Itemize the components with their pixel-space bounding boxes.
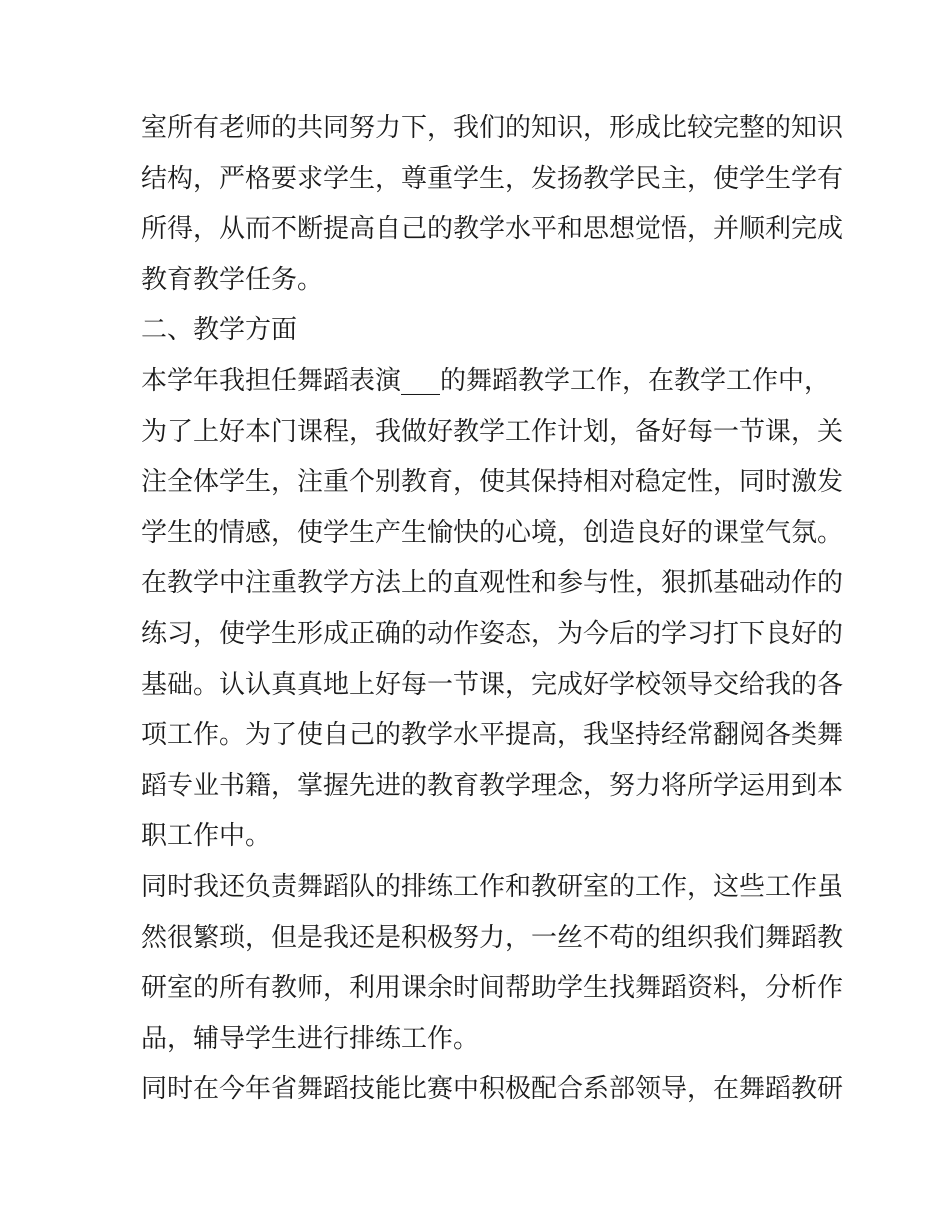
paragraph-line: 然很繁琐，但是我还是积极努力，一丝不苟的组织我们舞蹈教 — [141, 922, 844, 953]
paragraph-line: 职工作中。 — [141, 821, 272, 852]
paragraph-line: 品，辅导学生进行排练工作。 — [141, 1023, 480, 1054]
paragraph-line: 为了上好本门课程，我做好教学工作计划，备好每一节课，关 — [141, 416, 844, 447]
paragraph-line: 注全体学生，注重个别教育，使其保持相对稳定性，同时激发 — [141, 467, 844, 498]
paragraph-line: 结构，严格要求学生，尊重学生，发扬教学民主，使学生学有 — [141, 163, 844, 194]
paragraph-line: 学生的情感，使学生产生愉快的心境，创造良好的课堂气氛。 — [141, 517, 844, 548]
paragraph-line: 室所有老师的共同努力下，我们的知识，形成比较完整的知识 — [141, 113, 844, 143]
paragraph-line: 教育教学任务。 — [141, 264, 324, 295]
paragraph-line: 蹈专业书籍，掌握先进的教育教学理念，努力将所学运用到本 — [141, 770, 844, 801]
paragraph-line: 基础。认认真真地上好每一节课，完成好学校领导交给我的各 — [141, 669, 844, 700]
document-body — [141, 103, 844, 1115]
paragraph-line: 在教学中注重教学方法上的直观性和参与性，狠抓基础动作的 — [141, 568, 844, 599]
section-heading: 二、教学方面 — [141, 315, 298, 346]
paragraph-line: 本学年我担任舞蹈表演___的舞蹈教学工作，在教学工作中， — [141, 365, 831, 396]
paragraph-line: 练习，使学生形成正确的动作姿态，为今后的学习打下良好的 — [141, 618, 844, 649]
paragraph-line: 研室的所有教师，利用课余时间帮助学生找舞蹈资料，分析作 — [141, 973, 844, 1004]
paragraph-line: 项工作。为了使自己的教学水平提高，我坚持经常翻阅各类舞 — [141, 720, 844, 751]
paragraph-line: 所得，从而不断提高自己的教学水平和思想觉悟，并顺利完成 — [141, 214, 844, 245]
paragraph-line: 同时在今年省舞蹈技能比赛中积极配合系部领导，在舞蹈教研 — [141, 1074, 844, 1105]
paragraph-line: 同时我还负责舞蹈队的排练工作和教研室的工作，这些工作虽 — [141, 871, 844, 902]
